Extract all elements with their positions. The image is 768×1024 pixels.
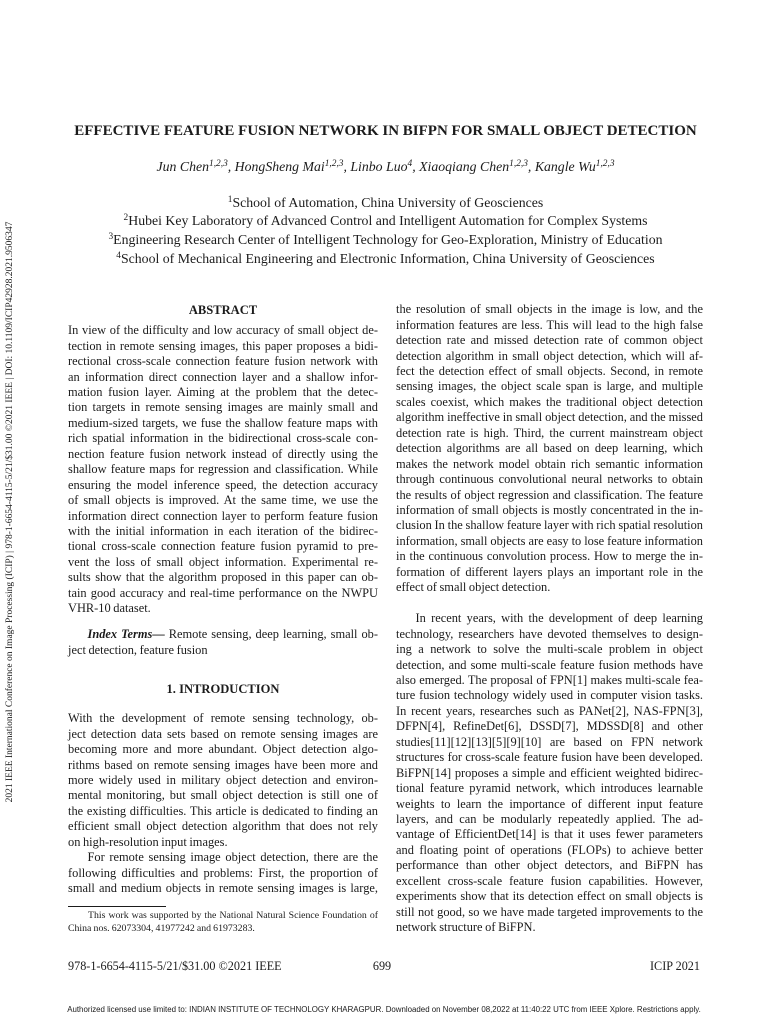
right-column-line: BiFPN[14] proposes a simple and efficient weighted bidirec- bbox=[396, 765, 703, 780]
index-terms bbox=[68, 627, 378, 658]
right-column-line: excellent cross-scale feature fusion capabilities. However, bbox=[396, 873, 703, 888]
right-column-line: layers, and can be modularly repeatedly applied. The ad- bbox=[396, 811, 703, 826]
right-column-line: studies[11][12][13][5][9][10] are based on FPN network bbox=[396, 734, 703, 749]
right-column-line: In recent years, researches such as PANet[2], NAS-FPN[3], bbox=[396, 703, 703, 718]
abstract-line: VHR-10 dataset. bbox=[68, 601, 151, 616]
author-separator: , bbox=[343, 159, 351, 174]
affiliation-line bbox=[68, 194, 703, 213]
right-column-line: tional feature pyramid network, which introduces learnable bbox=[396, 781, 703, 796]
introduction-line: mental monitoring, but small object detection is still one of bbox=[68, 788, 378, 803]
index-terms-label: Index Terms— bbox=[87, 627, 165, 642]
author-affiliation-marks: 4 bbox=[407, 158, 413, 169]
footer-conference: ICIP 2021 bbox=[650, 959, 700, 973]
right-column-line: the results of object regression and classification. The feature bbox=[396, 487, 703, 502]
affiliation-text: School of Automation, China University of Geosciences bbox=[232, 194, 544, 210]
affiliation-number: 2 bbox=[123, 213, 129, 224]
right-column-line: ture fusion technology widely used in computer vision tasks. bbox=[396, 688, 703, 703]
index-terms-text: Remote sensing, deep learning, small ob- bbox=[168, 627, 378, 642]
right-column-line: sensing images, the object scale span is large, and multiple bbox=[396, 379, 703, 394]
abstract-line: shallow feature maps for regression and classification. While bbox=[68, 462, 378, 477]
right-column-line: network structure of BiFPN. bbox=[396, 920, 536, 935]
abstract-body bbox=[68, 323, 378, 616]
right-column-line: detection algorithms are all based on deep learning, which bbox=[396, 441, 703, 456]
right-column-line: also emerged. The proposal of FPN[1] makes multi-scale fea- bbox=[396, 673, 703, 688]
right-column-line: information, small objects are easy to lose feature information bbox=[396, 533, 703, 548]
right-column-line: detection, and some multi-scale feature fusion methods have bbox=[396, 657, 703, 672]
author-name: HongSheng Mai bbox=[234, 159, 325, 174]
affiliation-number: 1 bbox=[227, 194, 233, 205]
affiliation-line bbox=[68, 212, 703, 231]
right-column-line: scales coexist, which makes the traditional object detection bbox=[396, 394, 703, 409]
abstract-line: sults show that the algorithm proposed in this paper can ob- bbox=[68, 570, 378, 585]
author-name: Kangle Wu bbox=[534, 159, 596, 174]
right-column-line: detection rate is high. Third, the current mainstream object bbox=[396, 425, 703, 440]
abstract-line: an information direct connection layer and a shallow infor- bbox=[68, 369, 378, 384]
right-column-line: information of small objects is mostly concentrated in the in- bbox=[396, 502, 703, 517]
right-column-line: the resolution of small objects in the image is low, and the bbox=[396, 302, 703, 317]
right-column-line: detection algorithm in small object detection, which will af- bbox=[396, 348, 703, 363]
introduction-line: the existing difficulties. This article is dedicated to finding an bbox=[68, 803, 378, 818]
introduction-line: rithms based on remote sensing images have been more and bbox=[68, 757, 378, 772]
right-column-line: experiments show that its detection effect on small objects is bbox=[396, 889, 703, 904]
right-column-line: still not good, so we have made targeted improvements to the bbox=[396, 904, 703, 919]
abstract-line: vent the loss of small object information. Experimental re- bbox=[68, 554, 378, 569]
abstract-line: tion targets in remote sensing images are mainly small and bbox=[68, 400, 378, 415]
right-column-line: makes the network model obtain rich semantic information bbox=[396, 456, 703, 471]
abstract-line: tional cross-scale connection feature fusion pyramid to pre- bbox=[68, 539, 378, 554]
affiliation-line bbox=[68, 250, 703, 269]
footnote-rule bbox=[68, 906, 166, 907]
abstract-line: tection in remote sensing images, this paper proposes a bidi- bbox=[68, 338, 378, 353]
right-column-line: algorithm ineffective in small object detection, and the missed bbox=[396, 410, 703, 425]
affiliation-list bbox=[68, 194, 703, 269]
abstract-line: tain good accuracy and real-time performance on the NWPU bbox=[68, 585, 378, 600]
right-column-line: technology, researchers have devoted themselves to design- bbox=[396, 626, 703, 641]
right-column-line: effect of small object detection. bbox=[396, 580, 551, 595]
right-column-line: clusion In the shallow feature layer with rich spatial resolution bbox=[396, 518, 703, 533]
introduction-line: becoming more and more abundant. Object detection algo- bbox=[68, 742, 378, 757]
footnote-line: China nos. 62073304, 41977242 and 61973283. bbox=[68, 923, 255, 934]
license-notice: Authorized licensed use limited to: INDIAN INSTITUTE OF TECHNOLOGY KHARAGPUR. Downloaded on November 08,2022 at 11:40:22 UTC from IEEE Xplore. Restrictions apply. bbox=[67, 1005, 701, 1014]
introduction-line: following difficulties and problems: First, the proportion of bbox=[68, 865, 378, 880]
right-column-line: DFPN[4], RefineDet[6], DSSD[7], MDSSD[8] and other bbox=[396, 719, 703, 734]
introduction-body bbox=[68, 711, 378, 896]
introduction-line: ject detection data sets based on remote sensing images are bbox=[68, 726, 378, 741]
right-column-line: fect the detection effect of small objects. Second, in remote bbox=[396, 364, 703, 379]
author-separator: , bbox=[227, 159, 235, 174]
introduction-line: small and medium objects in remote sensing images is large, bbox=[68, 881, 378, 896]
abstract-line: In view of the difficulty and low accuracy of small object de- bbox=[68, 323, 378, 338]
right-column-line: through continuous convolutional neural networks to obtain bbox=[396, 472, 703, 487]
introduction-line: efficient small object detection algorithm that does not rely bbox=[68, 819, 378, 834]
abstract-line: rectional cross-scale connection feature fusion network with bbox=[68, 354, 378, 369]
introduction-heading: 1. INTRODUCTION bbox=[166, 682, 280, 696]
index-terms-line: ject detection, feature fusion bbox=[68, 642, 208, 657]
right-column-line: structures for cross-scale feature fusion have been developed. bbox=[396, 750, 703, 765]
footnote bbox=[68, 909, 378, 935]
right-column-line: detection rate and missed detection rate of common object bbox=[396, 333, 703, 348]
author-separator: , bbox=[412, 159, 420, 174]
affiliation-number: 4 bbox=[116, 250, 121, 261]
introduction-line: For remote sensing image object detection, there are the bbox=[87, 850, 378, 865]
right-column-paragraph bbox=[396, 611, 703, 935]
abstract-line: mation fusion layer. Aiming at the problem that the detec- bbox=[68, 385, 378, 400]
affiliation-text: School of Mechanical Engineering and Electronic Information, China University of Geosciences bbox=[120, 250, 655, 266]
introduction-line: on high-resolution input images. bbox=[68, 834, 228, 849]
abstract-line: with the initial information in each iteration of the bidirec- bbox=[68, 523, 378, 538]
author-separator: , bbox=[527, 159, 535, 174]
affiliation-line bbox=[68, 231, 703, 250]
abstract-line: rich spatial information in the bidirectional cross-scale con- bbox=[68, 431, 378, 446]
right-column-line: and floating point of operations (FLOPs) to achieve better bbox=[396, 842, 703, 857]
affiliation-text: Engineering Research Center of Intelligent Technology for Geo-Exploration, Ministry of Education bbox=[113, 232, 663, 247]
right-column-line: in the continuous convolution process. How to merge the in- bbox=[396, 549, 703, 564]
introduction-line: more widely used in military object detection and environ- bbox=[68, 773, 378, 788]
author-affiliation-marks: 1,2,3 bbox=[209, 158, 228, 169]
conference-side-note: 2021 IEEE International Conference on Image Processing (ICIP) | 978-1-6654-4115-5/21/$31.00 ©2021 IEEE | DOI: 10.1109/ICIP42928.2021.9506347 bbox=[5, 221, 15, 803]
right-column-line: formation of different layers plays an important role in the bbox=[396, 564, 703, 579]
right-column-line: ing a network to solve the multi-scale problem in object bbox=[396, 642, 703, 657]
author-name: Linbo Luo bbox=[350, 159, 408, 174]
right-column-line: weights to learn the importance of different input feature bbox=[396, 796, 703, 811]
abstract-heading: ABSTRACT bbox=[188, 303, 258, 317]
author-list bbox=[68, 158, 703, 176]
paper-title: EFFECTIVE FEATURE FUSION NETWORK IN BIFPN FOR SMALL OBJECT DETECTION bbox=[74, 123, 697, 139]
right-column-line: vantage of EfficientDet[14] is that it uses fewer parameters bbox=[396, 827, 703, 842]
footer-copyright: 978-1-6654-4115-5/21/$31.00 ©2021 IEEE bbox=[68, 959, 282, 973]
right-column-line: information features are less. This will lead to the high false bbox=[396, 317, 703, 332]
author-affiliation-marks: 1,2,3 bbox=[509, 158, 528, 169]
author-name: Xiaoqiang Chen bbox=[419, 159, 510, 174]
author-affiliation-marks: 1,2,3 bbox=[595, 158, 615, 169]
right-column-paragraph bbox=[396, 302, 703, 595]
footnote-line: This work was supported by the National Natural Science Foundation of bbox=[88, 910, 378, 921]
author-affiliation-marks: 1,2,3 bbox=[324, 158, 344, 169]
abstract-line: nection feature fusion network instead of directly using the bbox=[68, 446, 378, 461]
abstract-line: ensuring the model inference speed, the detection accuracy bbox=[68, 477, 378, 492]
right-column-line: performance than other object detectors, and BiFPN has bbox=[396, 858, 703, 873]
author-name: Jun Chen bbox=[156, 159, 209, 174]
abstract-line: of small objects is improved. At the same time, we use the bbox=[68, 493, 378, 508]
affiliation-number: 3 bbox=[108, 231, 114, 242]
introduction-line: With the development of remote sensing technology, ob- bbox=[68, 711, 378, 726]
affiliation-text: Hubei Key Laboratory of Advanced Control and Intelligent Automation for Complex Systems bbox=[128, 213, 648, 229]
page-number: 699 bbox=[372, 959, 392, 973]
right-column-line: In recent years, with the development of deep learning bbox=[415, 611, 703, 626]
abstract-line: medium-sized targets, we fuse the shallow feature maps with bbox=[68, 415, 378, 430]
abstract-line: information direct connection layer to perform feature fusion bbox=[68, 508, 378, 523]
index-terms-line bbox=[68, 627, 378, 642]
